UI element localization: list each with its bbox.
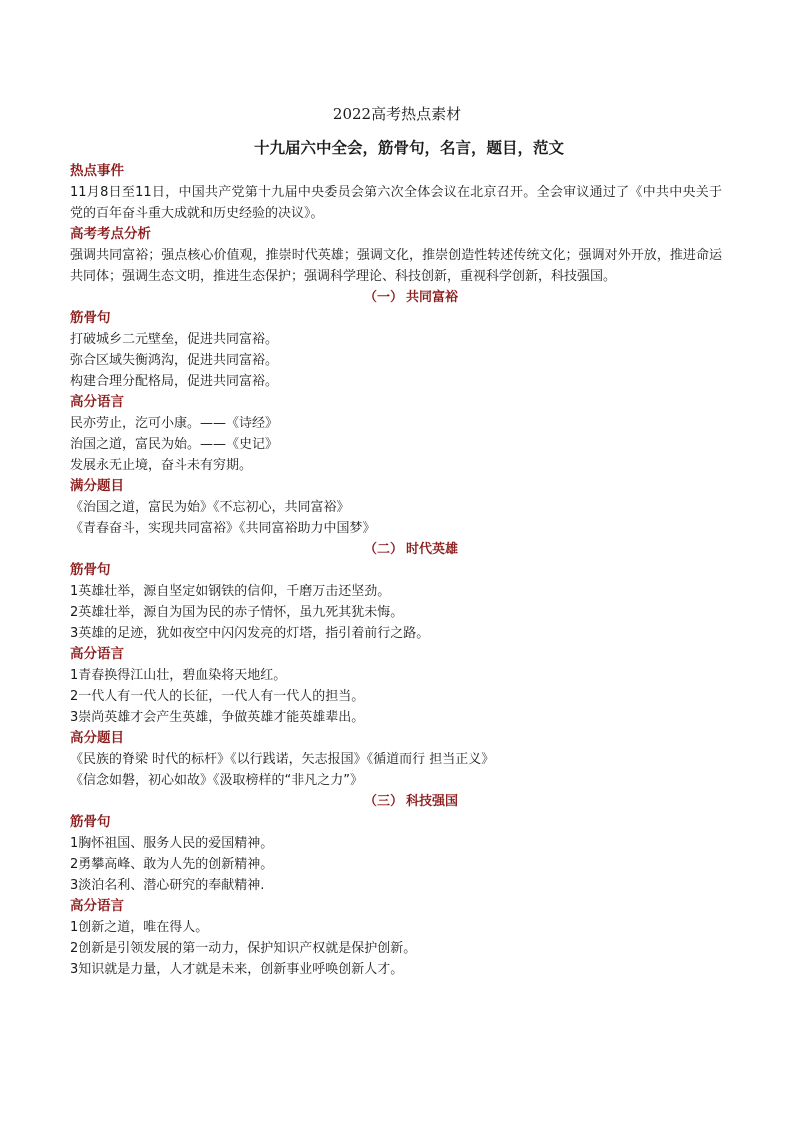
section-number: （三） (363, 794, 403, 809)
list-item: 打破城乡二元壁垒，促进共同富裕。 (70, 332, 279, 347)
section-number: （一） (363, 290, 403, 305)
block-heading: 高分语言 (70, 646, 124, 662)
block-heading: 高分题目 (70, 730, 124, 746)
document-page (70, 103, 722, 980)
section-heading-tech-power (70, 791, 722, 812)
section-title: 共同富裕 (406, 290, 459, 305)
document-subtitle: 十九届六中全会，筋骨句，名言，题目，范文 (253, 138, 564, 157)
block-heading: 满分题目 (70, 478, 124, 494)
section-title: 科技强国 (406, 794, 459, 809)
hot-event-heading: 热点事件 (70, 163, 124, 179)
list-item: 弥合区域失衡鸿沟，促进共同富裕。 (70, 353, 279, 368)
list-item: 3英雄的足迹，犹如夜空中闪闪发亮的灯塔，指引着前行之路。 (70, 626, 430, 641)
list-item: 1胸怀祖国、服务人民的爱国精神。 (70, 836, 274, 851)
section-heading-common-prosperity (70, 287, 722, 308)
analysis-text: 强调共同富裕；强点核心价值观，推崇时代英雄；强调文化，推崇创造性转述传统文化；强调对外开放，推进命运共同体；强调生态文明，推进生态保护；强调科学理论、科技创新，重视科学创新，科技强国。 (70, 248, 722, 284)
list-item: 3崇尚英雄才会产生英雄，争做英雄才能英雄辈出。 (70, 710, 365, 725)
list-item: 治国之道，富民为始。——《史记》 (70, 437, 279, 452)
list-item: 3淡泊名利、潜心研究的奉献精神. (70, 878, 265, 893)
hot-event-text: 11月8日至11日，中国共产党第十九届中央委员会第六次全体会议在北京召开。全会审议通过了《中共中央关于党的百年奋斗重大成就和历史经验的决议》。 (70, 185, 722, 221)
list-item: 《青春奋斗，实现共同富裕》《共同富裕助力中国梦》 (70, 521, 376, 536)
list-item: 《信念如磐，初心如故》《汲取榜样的“非凡之力”》 (70, 773, 363, 788)
list-item: 《民族的脊梁 时代的标杆》《以行践诺，矢志报国》《循道而行 担当正义》 (70, 752, 495, 767)
list-item: 2英雄壮举，源自为国为民的赤子情怀，虽九死其犹未悔。 (70, 605, 404, 620)
block-heading: 高分语言 (70, 898, 124, 914)
list-item: 1英雄壮举，源自坚定如钢铁的信仰，千磨万击还坚劲。 (70, 584, 391, 599)
block-heading: 筋骨句 (70, 310, 111, 326)
list-item: 1创新之道，唯在得人。 (70, 920, 209, 935)
section-heading-era-heroes (70, 539, 722, 560)
list-item: 3知识就是力量，人才就是未来，创新事业呼唤创新人才。 (70, 962, 404, 977)
block-heading: 筋骨句 (70, 814, 111, 830)
list-item: 构建合理分配格局，促进共同富裕。 (70, 374, 279, 389)
document-title: 2022高考热点素材 (332, 105, 462, 123)
list-item: 发展永无止境，奋斗未有穷期。 (70, 458, 253, 473)
list-item: 2勇攀高峰、敢为人先的创新精神。 (70, 857, 274, 872)
analysis-heading: 高考考点分析 (70, 226, 151, 242)
block-heading: 高分语言 (70, 394, 124, 410)
list-item: 1青春换得江山壮，碧血染将天地红。 (70, 668, 287, 683)
section-number: （二） (363, 542, 403, 557)
list-item: 《治国之道，富民为始》《不忘初心，共同富裕》 (70, 500, 350, 515)
section-title: 时代英雄 (406, 542, 459, 557)
block-heading: 筋骨句 (70, 562, 111, 578)
list-item: 民亦劳止，汔可小康。——《诗经》 (70, 416, 279, 431)
list-item: 2一代人有一代人的长征，一代人有一代人的担当。 (70, 689, 365, 704)
list-item: 2创新是引领发展的第一动力，保护知识产权就是保护创新。 (70, 941, 417, 956)
